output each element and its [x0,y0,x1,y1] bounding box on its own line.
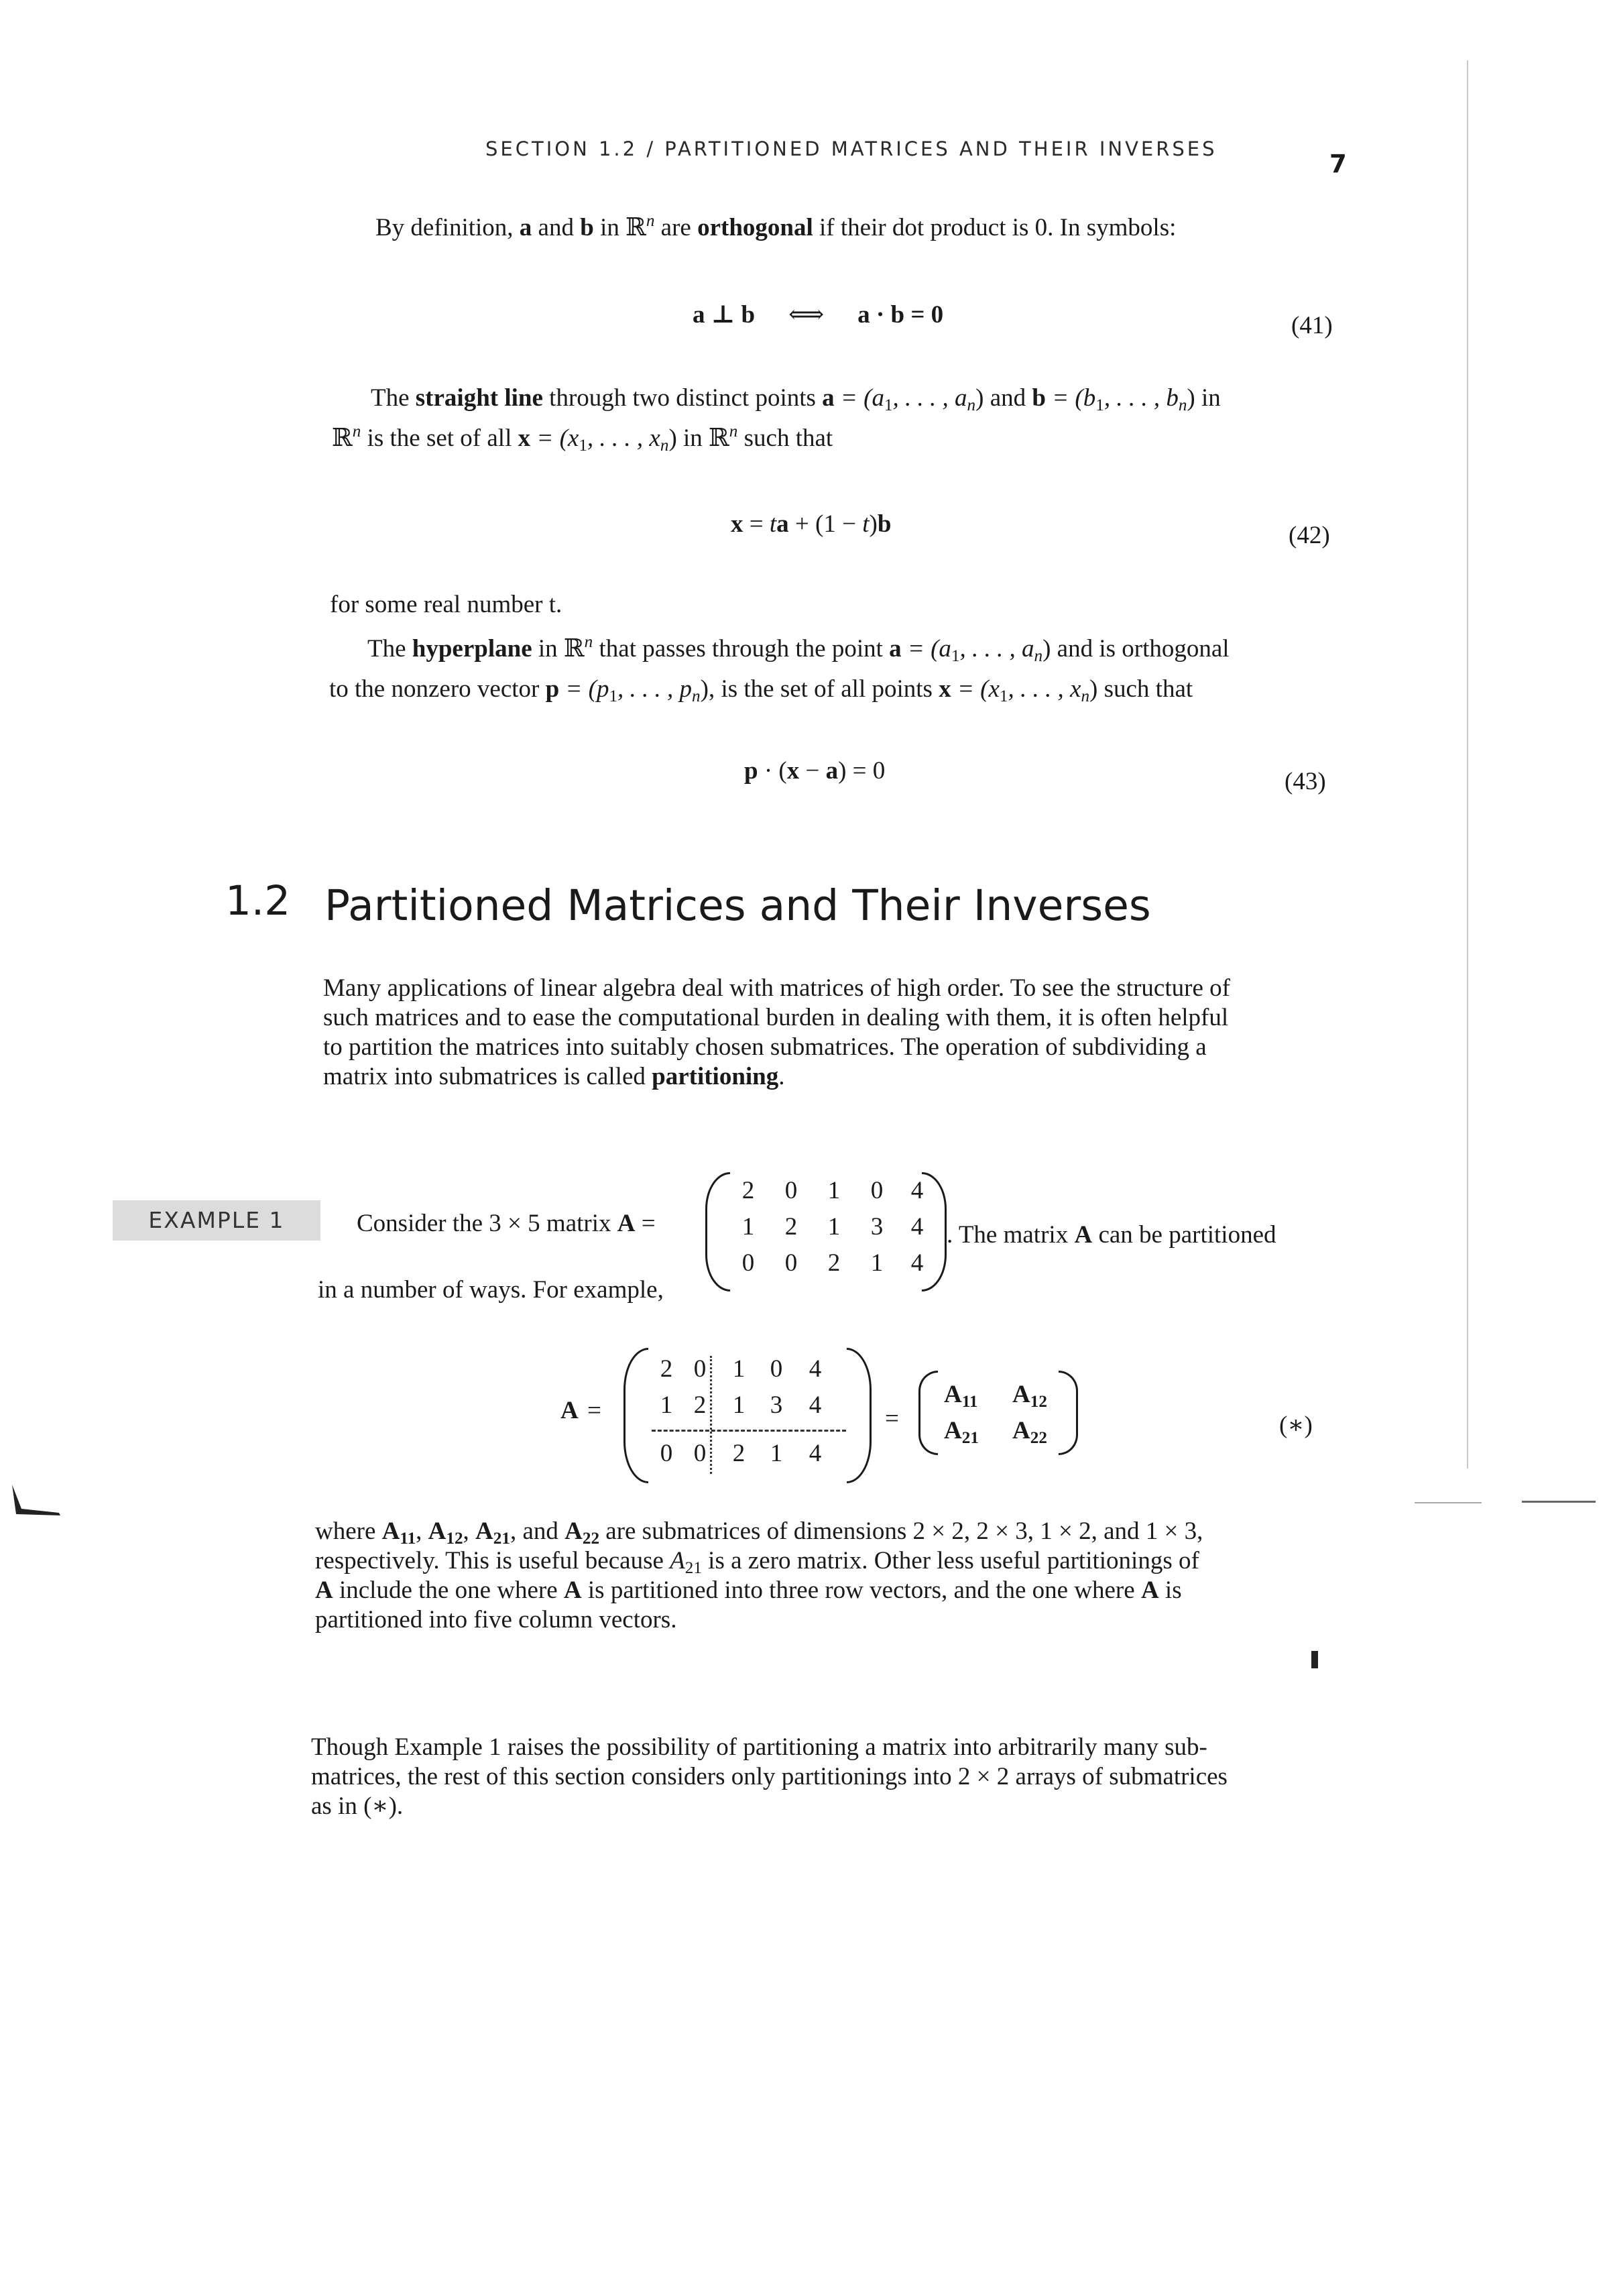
matrix-cell: 1 [827,1213,841,1241]
block-a12: $A_{12}$ [1012,1381,1047,1412]
matrix-cell: 1 [732,1391,746,1419]
matrix-cell: 4 [910,1177,924,1204]
paragraph-straight-line-1: The straight line through two distinct points $a = (a_1$, . . . , $a_n$) and $b = (b_1$, . . . , $b_n$) in [371,384,1221,415]
matrix-a [705,1172,947,1292]
matrix-cell: 3 [770,1391,783,1419]
matrix-cell: 1 [732,1355,746,1383]
intro-line-4: matrix into submatrices is called partitioning. [323,1063,785,1090]
scan-mark-right-2 [1415,1502,1482,1503]
intro-line-3: to partition the matrices into suitably chosen submatrices. The operation of subdividing a [323,1033,1207,1061]
intro-line-2: such matrices and to ease the computational burden in dealing with them, it is often helpful [323,1004,1229,1031]
matrix-cell: 2 [660,1355,673,1383]
matrix-cell: 4 [809,1440,822,1467]
matrix-cell: 2 [693,1391,707,1419]
matrix-cell: 1 [870,1249,884,1277]
section-title: Partitioned Matrices and Their Inverses [324,881,1151,930]
block-a11: $A_{11}$ [944,1381,978,1412]
scan-edge-line [1467,60,1468,1469]
equation-41: a ⊥ b ⟺ a · b = 0 [693,301,944,329]
equation-number-41: (41) [1291,312,1333,339]
page-number: 7 [1329,150,1347,178]
end-of-example-mark [1311,1651,1318,1668]
intro-line-1: Many applications of linear algebra deal with matrices of high order. To see the structure of [323,974,1230,1002]
matrix-cell: 0 [660,1440,673,1467]
closing-line-2: matrices, the rest of this section considers only partitionings into 2 × 2 arrays of submatrices [311,1763,1228,1790]
where-line-3: A include the one where A is partitioned into three row vectors, and the one where A is [315,1576,1182,1604]
paragraph-hyperplane-2: to the nonzero vector $p = (p_1$, . . . , $p_n$), is the set of all points $x = (x_1$, . . . , $x_n$) such that [329,675,1193,706]
left-paren [705,1172,730,1292]
partitioned-matrix [623,1348,872,1482]
section-number: 1.2 [225,877,291,925]
block-a22: $A_{22}$ [1012,1417,1047,1448]
where-paragraph [315,1517,1348,1635]
matrix-cell: 1 [660,1391,673,1419]
matrix-cell: 3 [870,1213,884,1241]
partitioned-eq-2: = [885,1405,899,1432]
matrix-cell: 0 [693,1355,707,1383]
closing-paragraph [311,1733,1344,1821]
equation-star: (∗) [1279,1412,1313,1439]
where-line-1: where $A_{11}$, $A_{12}$, $A_{21}$, and $A_{22}$ are submatrices of dimensions 2 × 2, 2 × 3, 1 × 2, and 1 × 3, [315,1517,1203,1548]
matrix-cell: 1 [770,1440,783,1467]
matrix-cell: 1 [827,1177,841,1204]
left-paren [918,1371,938,1455]
block-a21: $A_{21}$ [944,1417,979,1448]
matrix-cell: 2 [784,1213,798,1241]
matrix-cell: 2 [732,1440,746,1467]
left-paren [623,1348,648,1483]
partitioned-eq: = [587,1397,601,1424]
partitioned-A-label: A [560,1397,579,1424]
equation-number-43: (43) [1285,768,1326,795]
equation-42: x = ta + (1 − t)b [731,510,892,538]
where-line-2: respectively. This is useful because $A_{21}$ is a zero matrix. Other less useful partitionings of [315,1547,1199,1578]
horizontal-partition-line [652,1430,846,1432]
matrix-cell: 2 [741,1177,755,1204]
intro-paragraph [323,974,1342,1092]
example-consider-text: Consider the 3 × 5 matrix A = [357,1210,656,1237]
right-paren [1059,1371,1078,1455]
matrix-cell: 0 [741,1249,755,1277]
block-matrix [918,1371,1078,1454]
paragraph-hyperplane-1: The hyperplane in ℝ$^n$ that passes through the point $a = (a_1$, . . . , $a_n$) and is orthogonal [367,633,1230,666]
matrix-cell: 4 [809,1355,822,1383]
matrix-cell: 4 [809,1391,822,1419]
matrix-cell: 2 [827,1249,841,1277]
running-head: SECTION 1.2 / PARTITIONED MATRICES AND THEIR INVERSES [485,137,1217,160]
right-paren [847,1348,872,1483]
paragraph-straight-line-2: ℝ$^n$ is the set of all $x = (x_1$, . . . , $x_n$) in ℝ$^n$ such that [332,422,833,455]
scan-corner-mark [9,1482,63,1522]
matrix-cell: 0 [870,1177,884,1204]
equation-43: p · (x − a) = 0 [744,757,886,785]
matrix-cell: 0 [770,1355,783,1383]
example-after-matrix: . The matrix A can be partitioned [947,1221,1276,1249]
matrix-cell: 0 [784,1249,798,1277]
example-line-2: in a number of ways. For example, [318,1276,664,1304]
equation-number-42: (42) [1289,522,1330,549]
matrix-cell: 4 [910,1249,924,1277]
matrix-cell: 0 [784,1177,798,1204]
closing-line-3: as in (∗). [311,1792,404,1820]
paragraph-orthogonal: By definition, a and b in ℝ$^n$ are orthogonal if their dot product is 0. In symbols: [375,212,1177,241]
matrix-cell: 1 [741,1213,755,1241]
closing-line-1: Though Example 1 raises the possibility of partitioning a matrix into arbitrarily many sub- [311,1733,1207,1761]
matrix-cell: 4 [910,1213,924,1241]
where-line-4: partitioned into five column vectors. [315,1606,677,1633]
scan-mark-right [1522,1501,1596,1503]
matrix-cell: 0 [693,1440,707,1467]
paragraph-for-some: for some real number t. [330,591,562,618]
example-label: EXAMPLE 1 [113,1200,320,1241]
